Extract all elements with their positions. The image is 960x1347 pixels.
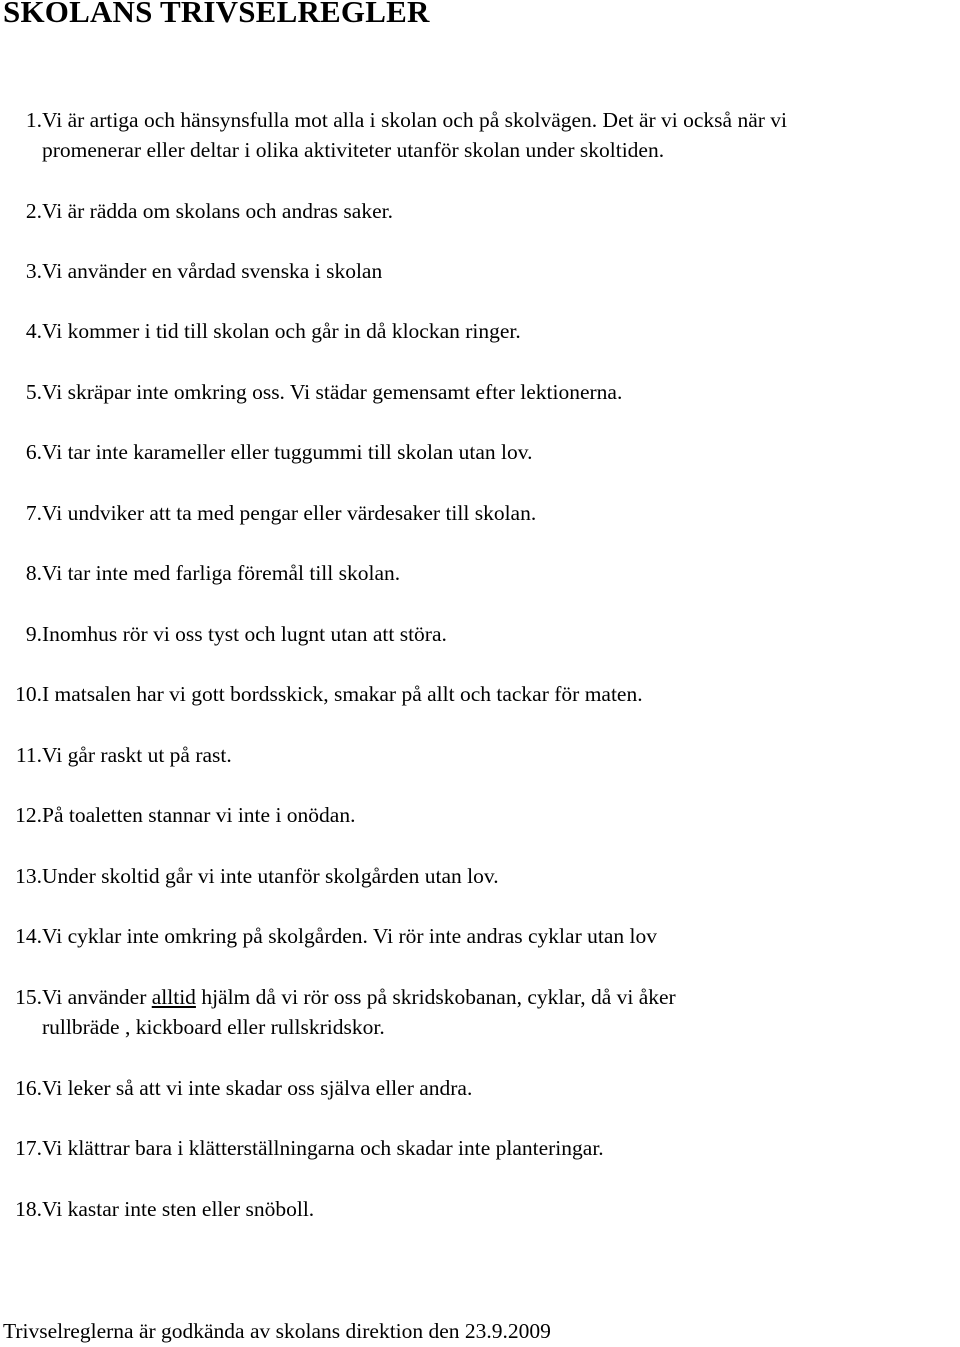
rule-text: Vi är rädda om skolans och andras saker. bbox=[42, 199, 393, 223]
rule-number: 15. bbox=[15, 985, 42, 1009]
rule-text: Vi kommer i tid till skolan och går in då klockan ringer. bbox=[42, 319, 521, 343]
rule-text: Vi tar inte med farliga föremål till skolan. bbox=[42, 561, 401, 585]
rule-text: Vi cyklar inte omkring på skolgården. Vi rör inte andras cyklar utan lov bbox=[42, 924, 657, 948]
rule-number: 9. bbox=[25, 622, 42, 646]
rule-number: 8. bbox=[25, 561, 42, 585]
rule-number: 16. bbox=[15, 1076, 42, 1100]
rule-number: 2. bbox=[25, 199, 42, 223]
rule-text: Vi är artiga och hänsynsfulla mot alla i skolan och på skolvägen. Det är vi också när vi bbox=[42, 108, 788, 132]
rule-text: Vi undviker att ta med pengar eller värdesaker till skolan. bbox=[42, 501, 537, 525]
emphasized-word: alltid bbox=[151, 985, 196, 1009]
rule-text: Under skoltid går vi inte utanför skolgården utan lov. bbox=[42, 864, 499, 888]
rule-text: Vi klättrar bara i klätterställningarna och skadar inte planteringar. bbox=[42, 1136, 604, 1160]
rule-number: 13. bbox=[15, 864, 42, 888]
rule-number: 6. bbox=[25, 440, 42, 464]
page-title: SKOLANS TRIVSELREGLER bbox=[3, 0, 430, 29]
rule-text: Inomhus rör vi oss tyst och lugnt utan att störa. bbox=[42, 622, 447, 646]
rule-number: 1. bbox=[25, 108, 42, 132]
rule-number: 12. bbox=[15, 803, 42, 827]
rule-text: Vi kastar inte sten eller snöboll. bbox=[42, 1197, 315, 1221]
rule-text: Vi leker så att vi inte skadar oss själva eller andra. bbox=[42, 1076, 473, 1100]
rule-number: 7. bbox=[25, 501, 42, 525]
rule-text: Vi skräpar inte omkring oss. Vi städar gemensamt efter lektionerna. bbox=[42, 380, 623, 404]
rule-text-end: hjälm då vi rör oss på skridskobanan, cyklar, då vi åker bbox=[201, 985, 676, 1009]
rule-number: 18. bbox=[15, 1197, 42, 1221]
rule-number: 4. bbox=[25, 319, 42, 343]
rule-number: 11. bbox=[15, 743, 42, 767]
rule-text: Vi använder en vårdad svenska i skolan bbox=[42, 259, 383, 283]
rule-text bbox=[42, 982, 676, 1012]
rule-text: I matsalen har vi gott bordsskick, smakar på allt och tackar för maten. bbox=[42, 682, 643, 706]
rule-number: 17. bbox=[15, 1136, 42, 1160]
rule-number: 3. bbox=[25, 259, 42, 283]
approval-footer: Trivselreglerna är godkända av skolans direktion den 23.9.2009 bbox=[3, 1319, 551, 1343]
rule-text-continued: promenerar eller deltar i olika aktiviteter utanför skolan under skoltiden. bbox=[42, 138, 665, 162]
rule-text: På toaletten stannar vi inte i onödan. bbox=[42, 803, 356, 827]
rule-number: 5. bbox=[25, 380, 42, 404]
rule-number: 10. bbox=[15, 682, 42, 706]
rule-number: 14. bbox=[15, 924, 42, 948]
rule-text: Vi går raskt ut på rast. bbox=[42, 743, 232, 767]
rule-text-start: Vi använder bbox=[42, 985, 147, 1009]
rule-text-continued: rullbräde , kickboard eller rullskridskor. bbox=[42, 1015, 385, 1039]
rule-text: Vi tar inte karameller eller tuggummi till skolan utan lov. bbox=[42, 440, 533, 464]
